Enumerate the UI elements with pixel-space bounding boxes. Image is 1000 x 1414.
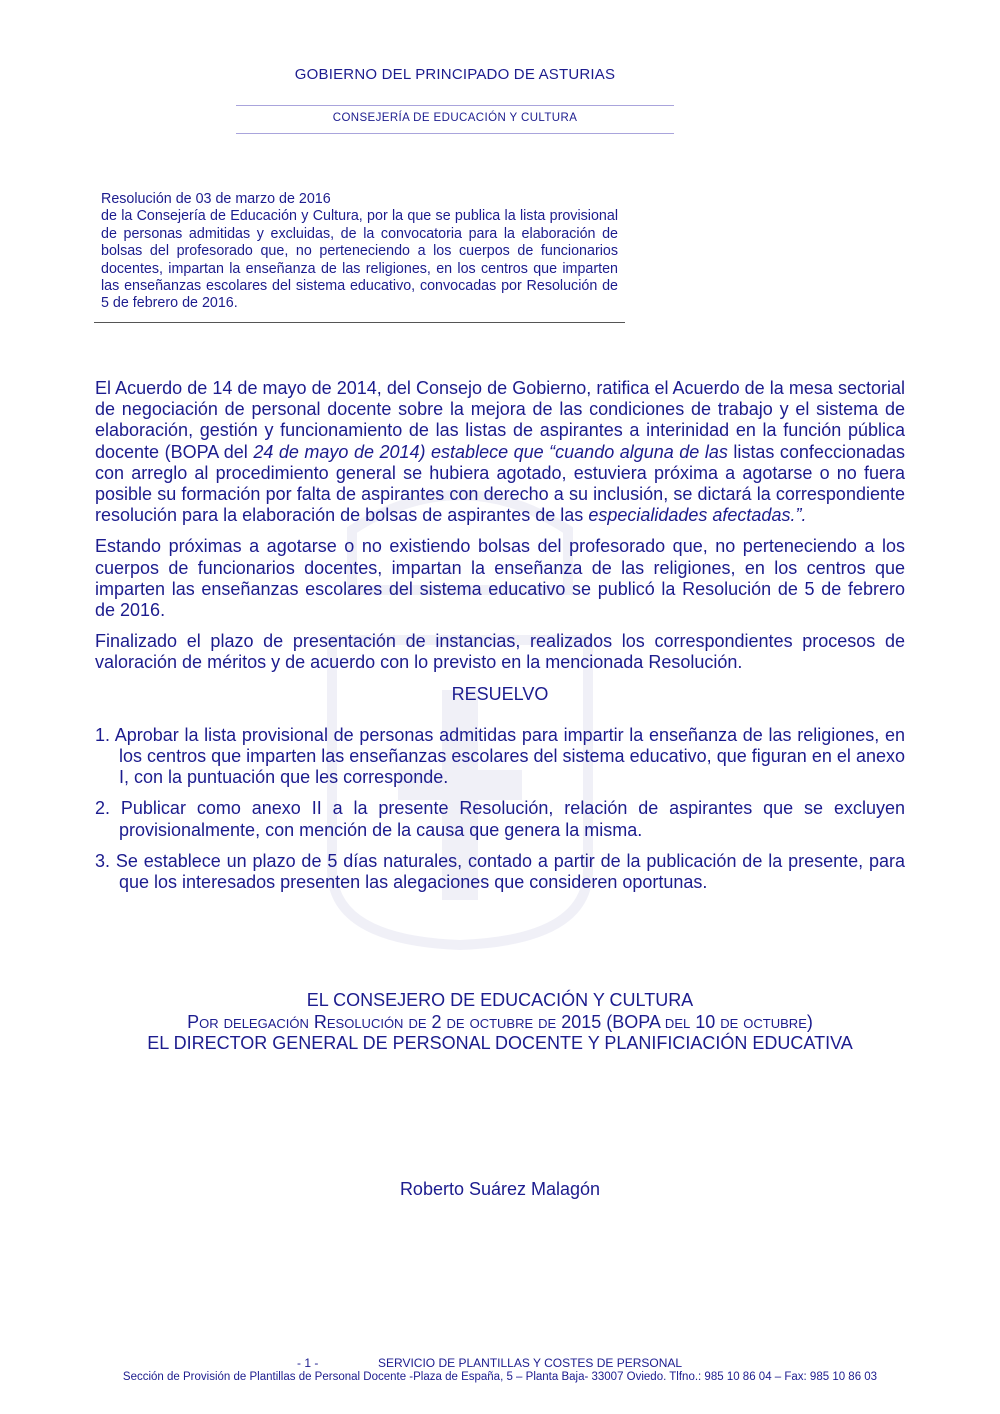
document-body (95, 378, 905, 903)
resolution-item-2: 2. Publicar como anexo II a la presente Resolución, relación de aspirantes que se excluyen provisionalmente, con mención de la causa que genera la misma. (95, 798, 905, 840)
department-header: CONSEJERÍA DE EDUCACIÓN Y CULTURA (332, 112, 578, 124)
resuelvo-heading: RESUELVO (451, 683, 549, 704)
resolution-title: Resolución de 03 de marzo de 2016 (101, 191, 331, 207)
page-number: - 1 - (297, 1356, 319, 1370)
footer-service: SERVICIO DE PLANTILLAS Y COSTES DE PERSONAL (378, 1356, 683, 1370)
director-title: EL DIRECTOR GENERAL DE PERSONAL DOCENTE Y PLANIFICIACIÓN EDUCATIVA (147, 1033, 853, 1053)
signer-title: EL CONSEJERO DE EDUCACIÓN Y CULTURA (306, 990, 694, 1010)
quote-text: 24 de mayo de 2014) establece que “cuando alguna de las (253, 441, 728, 462)
footer-address: Sección de Provisión de Plantillas de Personal Docente -Plaza de España, 5 – Planta Baja- 33007 Oviedo. Tlfno.: 985 10 86 04 – Fax: 985 10 86 03 (122, 1371, 878, 1383)
paragraph-2: Estando próximas a agotarse o no existiendo bolsas del profesorado que, no perteneciendo a los cuerpos de funcionarios docentes, impartan la enseñanza de las religiones, en los centros que imparten las enseñanzas escolares del sistema educativo se publicó la Resolución de 5 de febrero de 2016. (95, 536, 905, 621)
resolution-summary (101, 191, 618, 313)
text: listas confeccionadas con arreglo al procedimiento general se hubiera agotado, estuviera próxima a agotarse o no fuera posible su formación por falta de aspirantes con derecho a su inclusión, se dictará la correspondiente resolución para la elaboración de bolsas de aspirantes de las (95, 441, 905, 526)
resolution-item-1: 1. Aprobar la lista provisional de personas admitidas para impartir la enseñanza de las religiones, en los centros que imparten las enseñanzas escolares del sistema educativo, que figuran en el anexo I, con la puntuación que les corresponde. (95, 724, 905, 788)
summary-divider (94, 322, 625, 323)
resolution-item-3: 3. Se establece un plazo de 5 días naturales, contado a partir de la publicación de la presente, para que los interesados presenten las alegaciones que consideren oportunas. (95, 850, 905, 893)
quote-text: especialidades afectadas.”. (588, 505, 807, 526)
government-header: GOBIERNO DEL PRINCIPADO DE ASTURIAS (294, 66, 616, 83)
header-divider (236, 105, 674, 106)
paragraph-1 (95, 378, 905, 526)
signer-name: Roberto Suárez Malagón (399, 1179, 601, 1199)
paragraph-3: Finalizado el plazo de presentación de instancias, realizados los correspondientes procesos de valoración de méritos y de acuerdo con lo previsto en la mencionada Resolución. (95, 631, 905, 673)
text: El Acuerdo de 14 de mayo de 2014, del Consejo de Gobierno, ratifica el Acuerdo de la mesa sectorial de negociación de personal docente sobre la mejora de las condiciones de trabajo y el sistema de elaboración, gestión y funcionamiento de las listas de aspirantes a interinidad en la función pública docente (BOPA del (95, 378, 905, 462)
signature-block (0, 990, 1000, 1055)
delegation-line: Por delegación Resolución de 2 de octubre de 2015 (BOPA del 10 de octubre) (187, 1011, 813, 1032)
resolution-summary-body: de la Consejería de Educación y Cultura, por la que se publica la lista provisional de personas admitidas y excluidas, de la convocatoria para la elaboración de bolsas del profesorado que, no perteneciendo a los cuerpos de funcionarios docentes, impartan la enseñanza de las religiones, en los centros que imparten las enseñanzas escolares del sistema educativo, convocadas por Resolución de 5 de febrero de 2016. (101, 208, 618, 312)
header-divider (236, 133, 674, 134)
